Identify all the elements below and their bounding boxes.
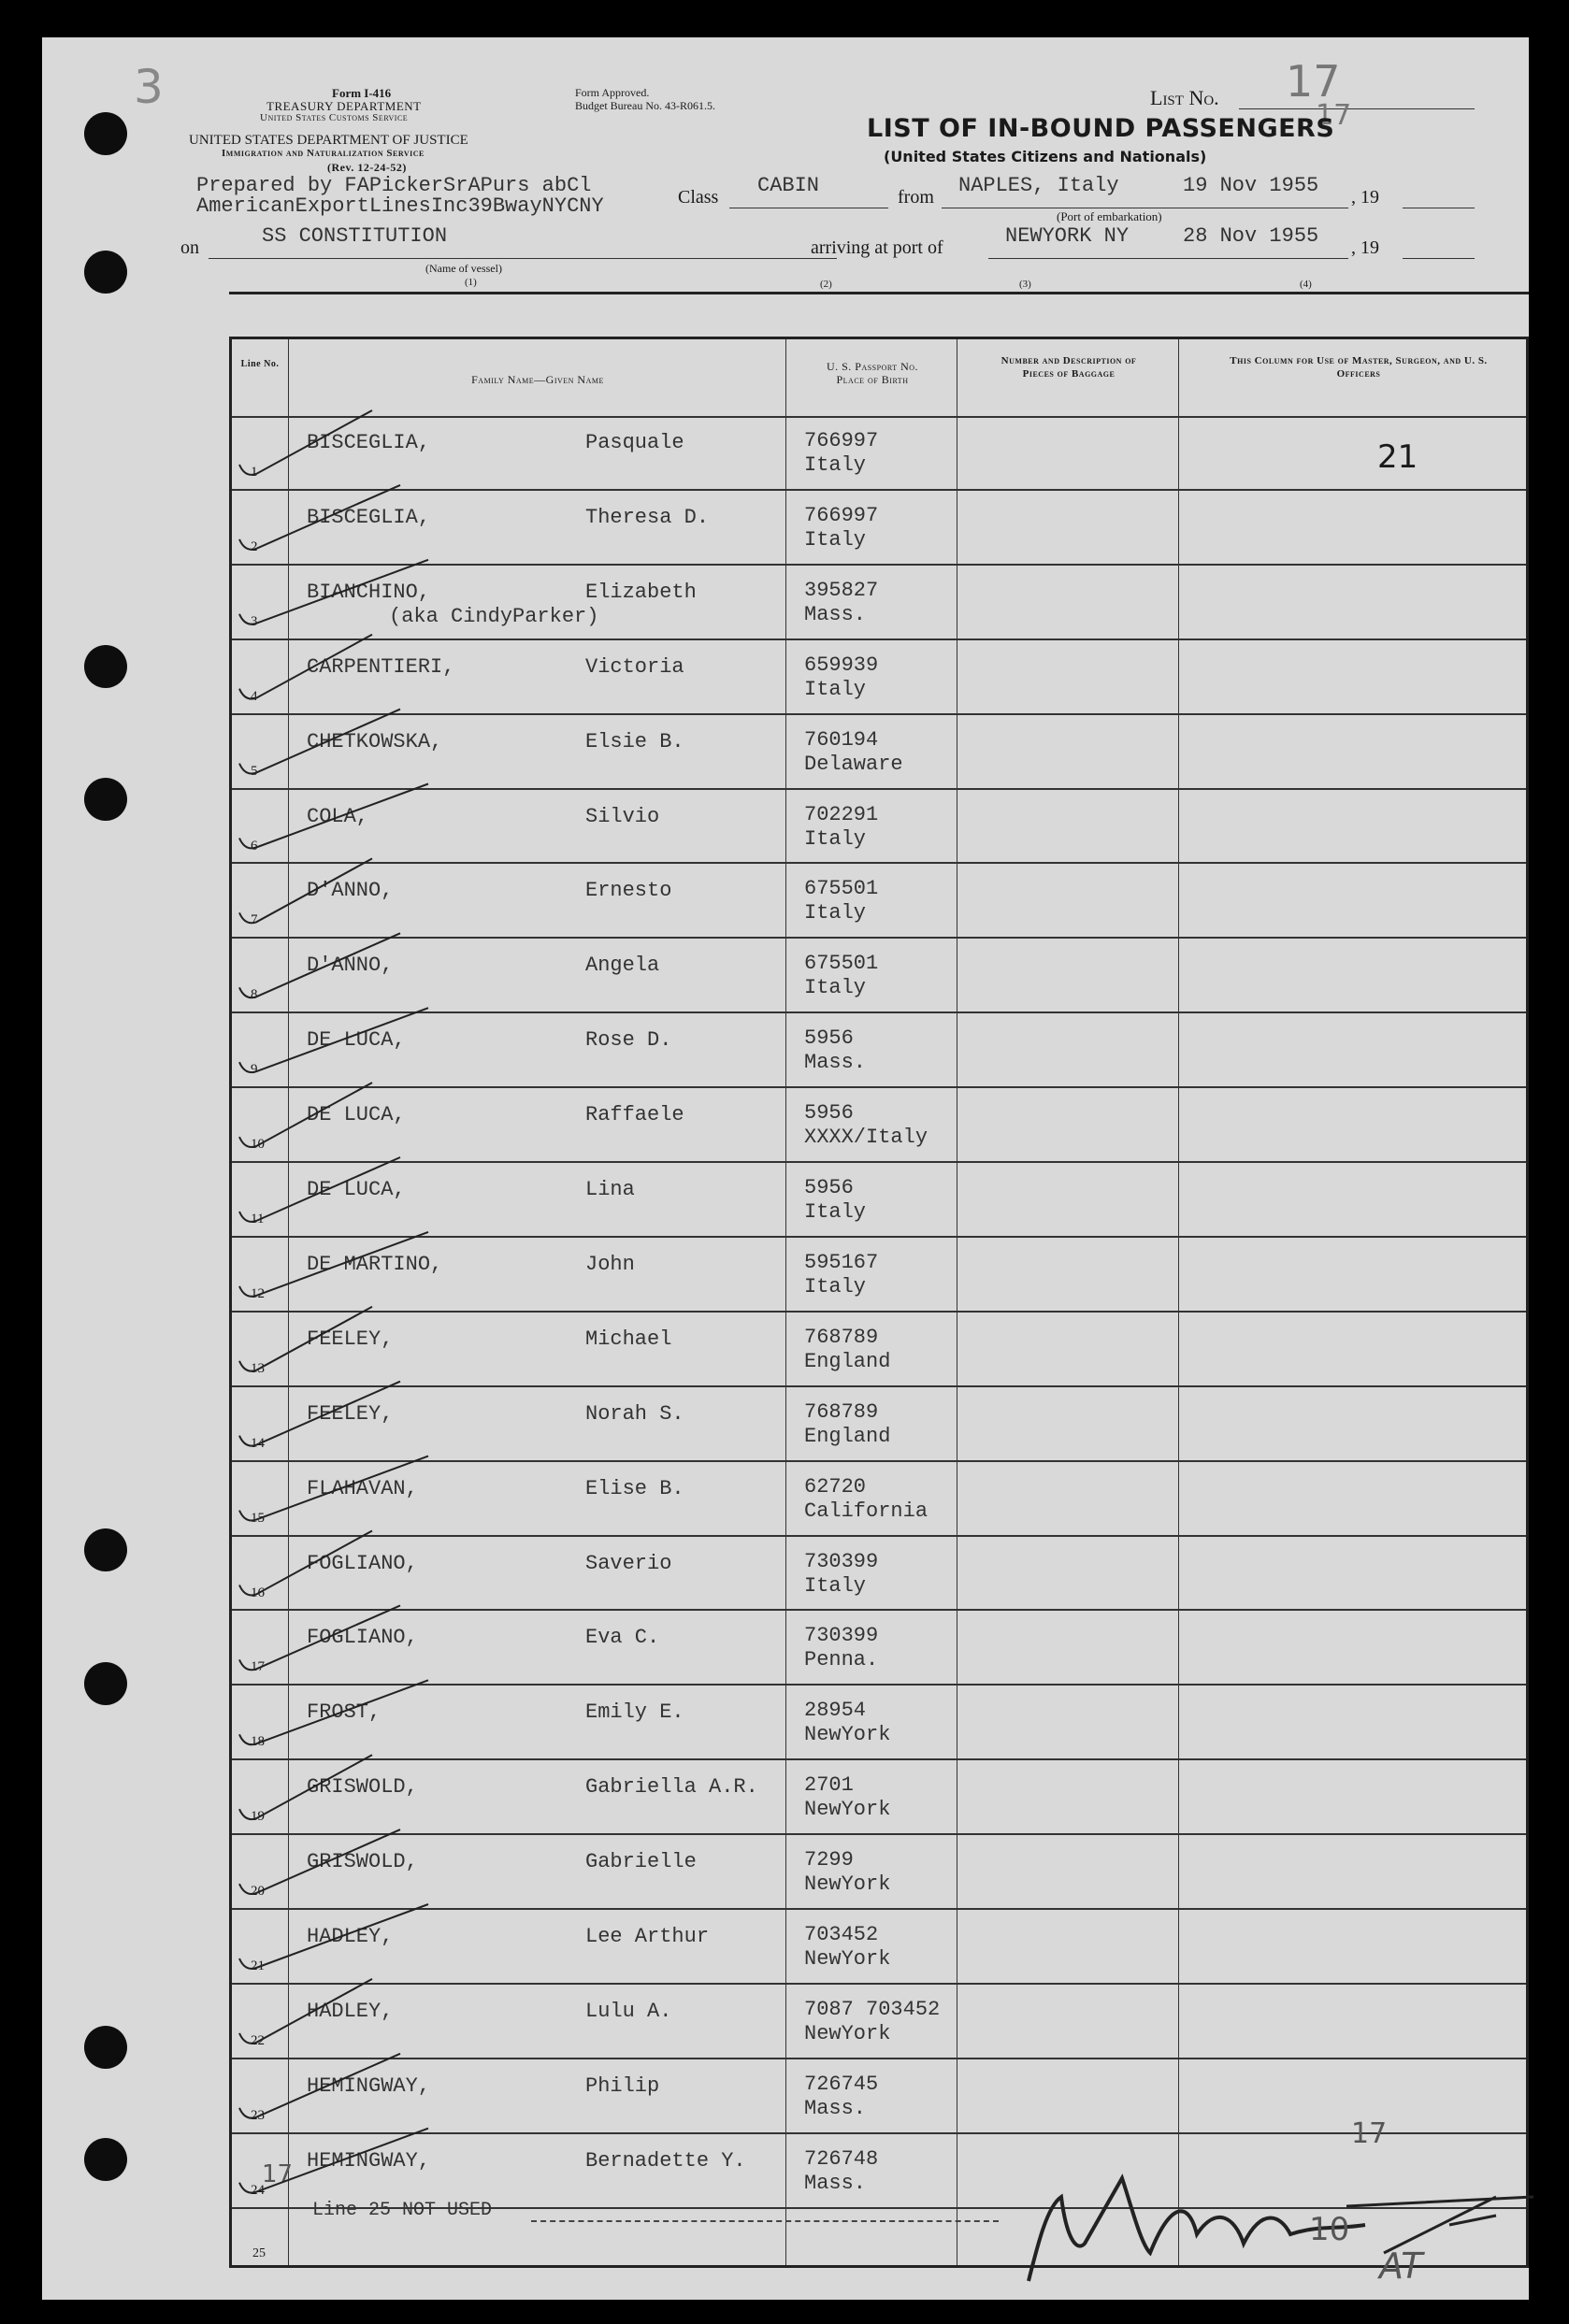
place-of-birth: Penna. bbox=[804, 1648, 879, 1672]
place-of-birth: Italy bbox=[804, 826, 867, 851]
place-of-birth: Italy bbox=[804, 901, 867, 925]
line-number: 12 bbox=[251, 1285, 265, 1301]
prepared-by-company: AmericanExportLinesInc39BwayNYCNY bbox=[196, 194, 604, 218]
passport-number: 395827 bbox=[804, 578, 879, 602]
family-name: DE MARTINO, bbox=[307, 1252, 443, 1276]
row-rule bbox=[232, 638, 1526, 640]
place-of-birth: NewYork bbox=[804, 1872, 891, 1897]
row-rule bbox=[232, 713, 1526, 715]
class-value: CABIN bbox=[757, 174, 820, 197]
form-number: Form I-416 bbox=[332, 86, 392, 100]
from-date: 19 Nov 1955 bbox=[1183, 174, 1319, 197]
prepared-by: Prepared by FAPickerSrAPurs abCl bbox=[196, 174, 592, 197]
passenger-table bbox=[229, 337, 1529, 2268]
passport-number: 5956 bbox=[804, 1101, 854, 1126]
passport-number: 760194 bbox=[804, 727, 879, 752]
given-name: Michael bbox=[585, 1327, 672, 1351]
row-rule bbox=[232, 1460, 1526, 1462]
given-name: Lina bbox=[585, 1178, 635, 1201]
row-rule bbox=[232, 564, 1526, 566]
place-of-birth: Italy bbox=[804, 453, 867, 477]
punch-hole bbox=[84, 112, 127, 155]
family-name: D'ANNO, bbox=[307, 879, 394, 903]
given-name: Elsie B. bbox=[585, 729, 684, 753]
given-name: Rose D. bbox=[585, 1028, 672, 1053]
table-row bbox=[232, 1762, 1526, 1837]
row24-mark: 17 bbox=[262, 2160, 294, 2188]
row-rule bbox=[232, 2132, 1526, 2134]
table-row bbox=[232, 1837, 1526, 1912]
list-no-underline bbox=[1239, 108, 1475, 109]
given-name: Lulu A. bbox=[585, 1999, 672, 2023]
row-rule bbox=[232, 1311, 1526, 1313]
place-of-birth: NewYork bbox=[804, 1723, 891, 1747]
given-name: Eva C. bbox=[585, 1626, 660, 1650]
header-officers: This Column for Use of Master, Surgeon, and U. S. Officers bbox=[1230, 355, 1488, 380]
row-rule bbox=[232, 1011, 1526, 1013]
column-number-1: (1) bbox=[465, 277, 477, 288]
place-of-birth: Mass. bbox=[804, 602, 867, 626]
passport-number: 675501 bbox=[804, 877, 879, 901]
family-name: FOGLIANO, bbox=[307, 1626, 418, 1650]
place-of-birth: NewYork bbox=[804, 1947, 891, 1971]
row-rule bbox=[232, 1086, 1526, 1088]
department: TREASURY DEPARTMENT bbox=[266, 99, 422, 113]
header-rule bbox=[229, 292, 1529, 294]
header-passport: U. S. Passport No. Place of Birth bbox=[826, 360, 919, 386]
given-name: Silvio bbox=[585, 804, 660, 828]
table-row bbox=[232, 792, 1526, 867]
given-name: Philip bbox=[585, 2073, 660, 2098]
row-rule bbox=[232, 788, 1526, 790]
passport-number: 766997 bbox=[804, 429, 879, 452]
passport-number: 768789 bbox=[804, 1399, 879, 1424]
line-number: 20 bbox=[251, 1884, 265, 1900]
line-number: 18 bbox=[251, 1734, 265, 1750]
table-row bbox=[232, 1687, 1526, 1762]
passport-number: 702291 bbox=[804, 802, 879, 826]
line-number: 17 bbox=[251, 1659, 265, 1675]
table-row bbox=[232, 1912, 1526, 1987]
port-embark-caption: (Port of embarkation) bbox=[1057, 209, 1162, 223]
signature-mark-at: AT bbox=[1379, 2245, 1423, 2287]
given-name: Theresa D. bbox=[585, 505, 710, 529]
punch-hole bbox=[84, 645, 127, 688]
officer-note: 21 bbox=[1377, 438, 1418, 476]
passport-number: 703452 bbox=[804, 1923, 879, 1946]
row-rule bbox=[232, 1161, 1526, 1163]
family-name: BISCEGLIA, bbox=[307, 431, 431, 454]
family-name: GRISWOLD, bbox=[307, 1775, 418, 1800]
table-row bbox=[232, 1314, 1526, 1389]
passport-number: 5956 bbox=[804, 1026, 854, 1051]
passport-number: 730399 bbox=[804, 1549, 879, 1573]
line-number: 19 bbox=[251, 1809, 265, 1825]
line-number: 22 bbox=[251, 2032, 265, 2048]
from-label: from bbox=[898, 187, 934, 208]
row-rule bbox=[232, 1385, 1526, 1387]
name-note: (aka CindyParker) bbox=[389, 604, 599, 628]
place-of-birth: XXXX/Italy bbox=[804, 1126, 928, 1150]
punch-hole bbox=[84, 2138, 127, 2181]
passport-number: 62720 bbox=[804, 1474, 867, 1499]
place-of-birth: Mass. bbox=[804, 2171, 867, 2195]
line-number: 10 bbox=[251, 1137, 265, 1153]
line-number: 5 bbox=[251, 763, 258, 779]
given-name: Emily E. bbox=[585, 1700, 684, 1725]
table-row bbox=[232, 1165, 1526, 1240]
table-row bbox=[232, 866, 1526, 940]
family-name: FEELEY, bbox=[307, 1327, 394, 1351]
dept-justice: UNITED STATES DEPARTMENT OF JUSTICE bbox=[189, 133, 468, 148]
line-number: 24 bbox=[251, 2182, 265, 2198]
place-of-birth: NewYork bbox=[804, 1798, 891, 1822]
table-row bbox=[232, 1464, 1526, 1539]
punch-hole bbox=[84, 251, 127, 294]
column-number-3: (3) bbox=[1019, 279, 1031, 290]
table-row bbox=[232, 1987, 1526, 2061]
line-number: 6 bbox=[251, 838, 258, 854]
arriving-label: arriving at port of bbox=[811, 237, 943, 258]
from-year-suffix: , 19 bbox=[1351, 187, 1379, 208]
place-of-birth: Italy bbox=[804, 677, 867, 701]
passport-number: 766997 bbox=[804, 503, 879, 527]
vessel-name: SS CONSTITUTION bbox=[262, 224, 448, 248]
place-of-birth: England bbox=[804, 1424, 891, 1448]
place-of-birth: Mass. bbox=[804, 1051, 867, 1075]
header-baggage: Number and Description of Pieces of Baggage bbox=[1000, 355, 1137, 380]
place-of-birth: Italy bbox=[804, 1274, 867, 1298]
list-no-label: List No. bbox=[1150, 86, 1219, 109]
place-of-birth: Italy bbox=[804, 976, 867, 1000]
table-row bbox=[232, 940, 1526, 1015]
place-of-birth: California bbox=[804, 1499, 928, 1523]
passport-number: 5956 bbox=[804, 1176, 854, 1199]
passport-number: 726745 bbox=[804, 2072, 879, 2096]
given-name: Pasquale bbox=[585, 431, 684, 454]
place-of-birth: England bbox=[804, 1349, 891, 1373]
list-no-handwritten: 17 bbox=[1286, 56, 1341, 107]
row-rule bbox=[232, 1535, 1526, 1537]
table-row bbox=[232, 1613, 1526, 1687]
table-row bbox=[232, 2061, 1526, 2136]
punch-hole bbox=[84, 2026, 127, 2069]
punch-hole bbox=[84, 1528, 127, 1571]
passport-number: 659939 bbox=[804, 653, 879, 677]
line-number: 15 bbox=[251, 1510, 265, 1526]
family-name: HEMINGWAY, bbox=[307, 2148, 431, 2173]
given-name: Norah S. bbox=[585, 1401, 684, 1426]
budget-bureau: Budget Bureau No. 43-R061.5. bbox=[575, 99, 715, 112]
row-rule bbox=[232, 2058, 1526, 2059]
table-row bbox=[232, 567, 1526, 642]
row-rule bbox=[232, 862, 1526, 864]
place-of-birth: Italy bbox=[804, 1200, 867, 1224]
given-name: Raffaele bbox=[585, 1103, 684, 1127]
table-row bbox=[232, 642, 1526, 717]
line-number: 4 bbox=[251, 688, 258, 704]
place-of-birth: NewYork bbox=[804, 2021, 891, 2045]
family-name: CARPENTIERI, bbox=[307, 654, 455, 679]
line-number: 8 bbox=[251, 987, 258, 1003]
table-row bbox=[232, 1389, 1526, 1464]
family-name: FOGLIANO, bbox=[307, 1551, 418, 1575]
given-name: Ernesto bbox=[585, 879, 672, 903]
ins-service: Immigration and Naturalization Service bbox=[222, 148, 425, 159]
family-name: FROST, bbox=[307, 1700, 381, 1725]
row-rule bbox=[232, 1684, 1526, 1686]
passport-number: 28954 bbox=[804, 1699, 867, 1723]
given-name: Lee Arthur bbox=[585, 1925, 710, 1948]
vessel-caption: (Name of vessel) bbox=[425, 262, 502, 275]
given-name: Victoria bbox=[585, 654, 684, 679]
class-label: Class bbox=[678, 187, 719, 208]
header-name: Family Name—Given Name bbox=[471, 373, 604, 386]
row-rule bbox=[232, 1908, 1526, 1910]
officer-signature bbox=[1010, 2141, 1533, 2300]
form-approved: Form Approved. bbox=[575, 86, 650, 99]
passport-number: 7087 703452 bbox=[804, 1997, 941, 2021]
arriving-date: 28 Nov 1955 bbox=[1183, 224, 1319, 248]
on-label: on bbox=[180, 237, 199, 258]
line-number: 23 bbox=[251, 2107, 265, 2123]
row-rule bbox=[232, 1983, 1526, 1985]
passport-number: 2701 bbox=[804, 1773, 854, 1798]
line-number: 14 bbox=[251, 1435, 265, 1451]
passport-number: 7299 bbox=[804, 1848, 854, 1872]
given-name: Angela bbox=[585, 954, 660, 978]
family-name: CHETKOWSKA, bbox=[307, 729, 443, 753]
table-row bbox=[232, 717, 1526, 792]
given-name: Bernadette Y. bbox=[585, 2148, 746, 2173]
table-row bbox=[232, 1240, 1526, 1314]
line-number: 7 bbox=[251, 912, 258, 928]
given-name: Saverio bbox=[585, 1551, 672, 1575]
row-rule bbox=[232, 1609, 1526, 1611]
table-row bbox=[232, 493, 1526, 567]
line25-number: 25 bbox=[252, 2246, 266, 2260]
passport-number: 726748 bbox=[804, 2146, 879, 2171]
document-page bbox=[42, 37, 1529, 2300]
arriving-year-underline bbox=[1403, 258, 1475, 259]
passport-number: 675501 bbox=[804, 952, 879, 976]
line-number: 11 bbox=[251, 1212, 265, 1227]
family-name: D'ANNO, bbox=[307, 954, 394, 978]
family-name: HADLEY, bbox=[307, 1999, 394, 2023]
table-row bbox=[232, 1539, 1526, 1614]
passport-number: 730399 bbox=[804, 1624, 879, 1648]
family-name: FEELEY, bbox=[307, 1401, 394, 1426]
line-number: 1 bbox=[251, 465, 258, 480]
header-line-no: Line No. bbox=[240, 359, 280, 369]
corner-mark: 3 bbox=[134, 60, 164, 114]
line-number: 21 bbox=[251, 1958, 265, 1973]
row-rule bbox=[232, 1758, 1526, 1760]
table-row bbox=[232, 1090, 1526, 1165]
column-number-2: (2) bbox=[820, 279, 832, 290]
signature-mark-17: 17 bbox=[1351, 2117, 1388, 2150]
given-name: Elizabeth bbox=[585, 580, 697, 604]
punch-hole bbox=[84, 1662, 127, 1705]
passport-number: 595167 bbox=[804, 1250, 879, 1274]
line-number: 9 bbox=[251, 1062, 258, 1078]
vessel-underline bbox=[209, 258, 837, 259]
family-name: DE LUCA, bbox=[307, 1028, 406, 1053]
from-port: NAPLES, Italy bbox=[958, 174, 1119, 197]
row-rule bbox=[232, 937, 1526, 939]
form-subtitle: (United States Citizens and Nationals) bbox=[884, 148, 1207, 165]
family-name: DE LUCA, bbox=[307, 1178, 406, 1201]
family-name: COLA, bbox=[307, 804, 369, 828]
family-name: HEMINGWAY, bbox=[307, 2073, 431, 2098]
arriving-underline bbox=[988, 258, 1348, 259]
family-name: HADLEY, bbox=[307, 1925, 394, 1948]
family-name: GRISWOLD, bbox=[307, 1850, 418, 1874]
revision: (Rev. 12-24-52) bbox=[327, 161, 407, 174]
given-name: Gabrielle bbox=[585, 1850, 697, 1874]
family-name: BIANCHINO, bbox=[307, 580, 431, 604]
list-no-stamped: 17 bbox=[1316, 99, 1352, 132]
punch-hole bbox=[84, 778, 127, 821]
signature-mark-10: 10 bbox=[1309, 2211, 1350, 2248]
place-of-birth: Mass. bbox=[804, 2096, 867, 2120]
line25-dashes bbox=[531, 2220, 999, 2222]
line25-text: Line 25 NOT USED bbox=[312, 2200, 493, 2221]
line-number: 13 bbox=[251, 1360, 265, 1376]
place-of-birth: Delaware bbox=[804, 752, 903, 776]
table-row bbox=[232, 418, 1526, 493]
line-number: 2 bbox=[251, 538, 258, 554]
customs-service: United States Customs Service bbox=[260, 112, 409, 123]
line-number: 16 bbox=[251, 1585, 265, 1600]
place-of-birth: Italy bbox=[804, 527, 867, 552]
given-name: Gabriella A.R. bbox=[585, 1775, 758, 1800]
row-rule bbox=[232, 489, 1526, 491]
family-name: BISCEGLIA, bbox=[307, 505, 431, 529]
line-number: 3 bbox=[251, 613, 258, 629]
table-row bbox=[232, 1015, 1526, 1090]
place-of-birth: Italy bbox=[804, 1573, 867, 1598]
arriving-year-suffix: , 19 bbox=[1351, 237, 1379, 258]
passport-number: 768789 bbox=[804, 1325, 879, 1349]
family-name: DE LUCA, bbox=[307, 1103, 406, 1127]
given-name: John bbox=[585, 1252, 635, 1276]
row-rule bbox=[232, 1833, 1526, 1835]
row-rule bbox=[232, 1236, 1526, 1238]
family-name: FLAHAVAN, bbox=[307, 1476, 418, 1500]
given-name: Elise B. bbox=[585, 1476, 684, 1500]
arriving-port: NEWYORK NY bbox=[1005, 224, 1130, 248]
column-number-4: (4) bbox=[1300, 279, 1312, 290]
form-title: LIST OF IN-BOUND PASSENGERS bbox=[867, 114, 1335, 143]
